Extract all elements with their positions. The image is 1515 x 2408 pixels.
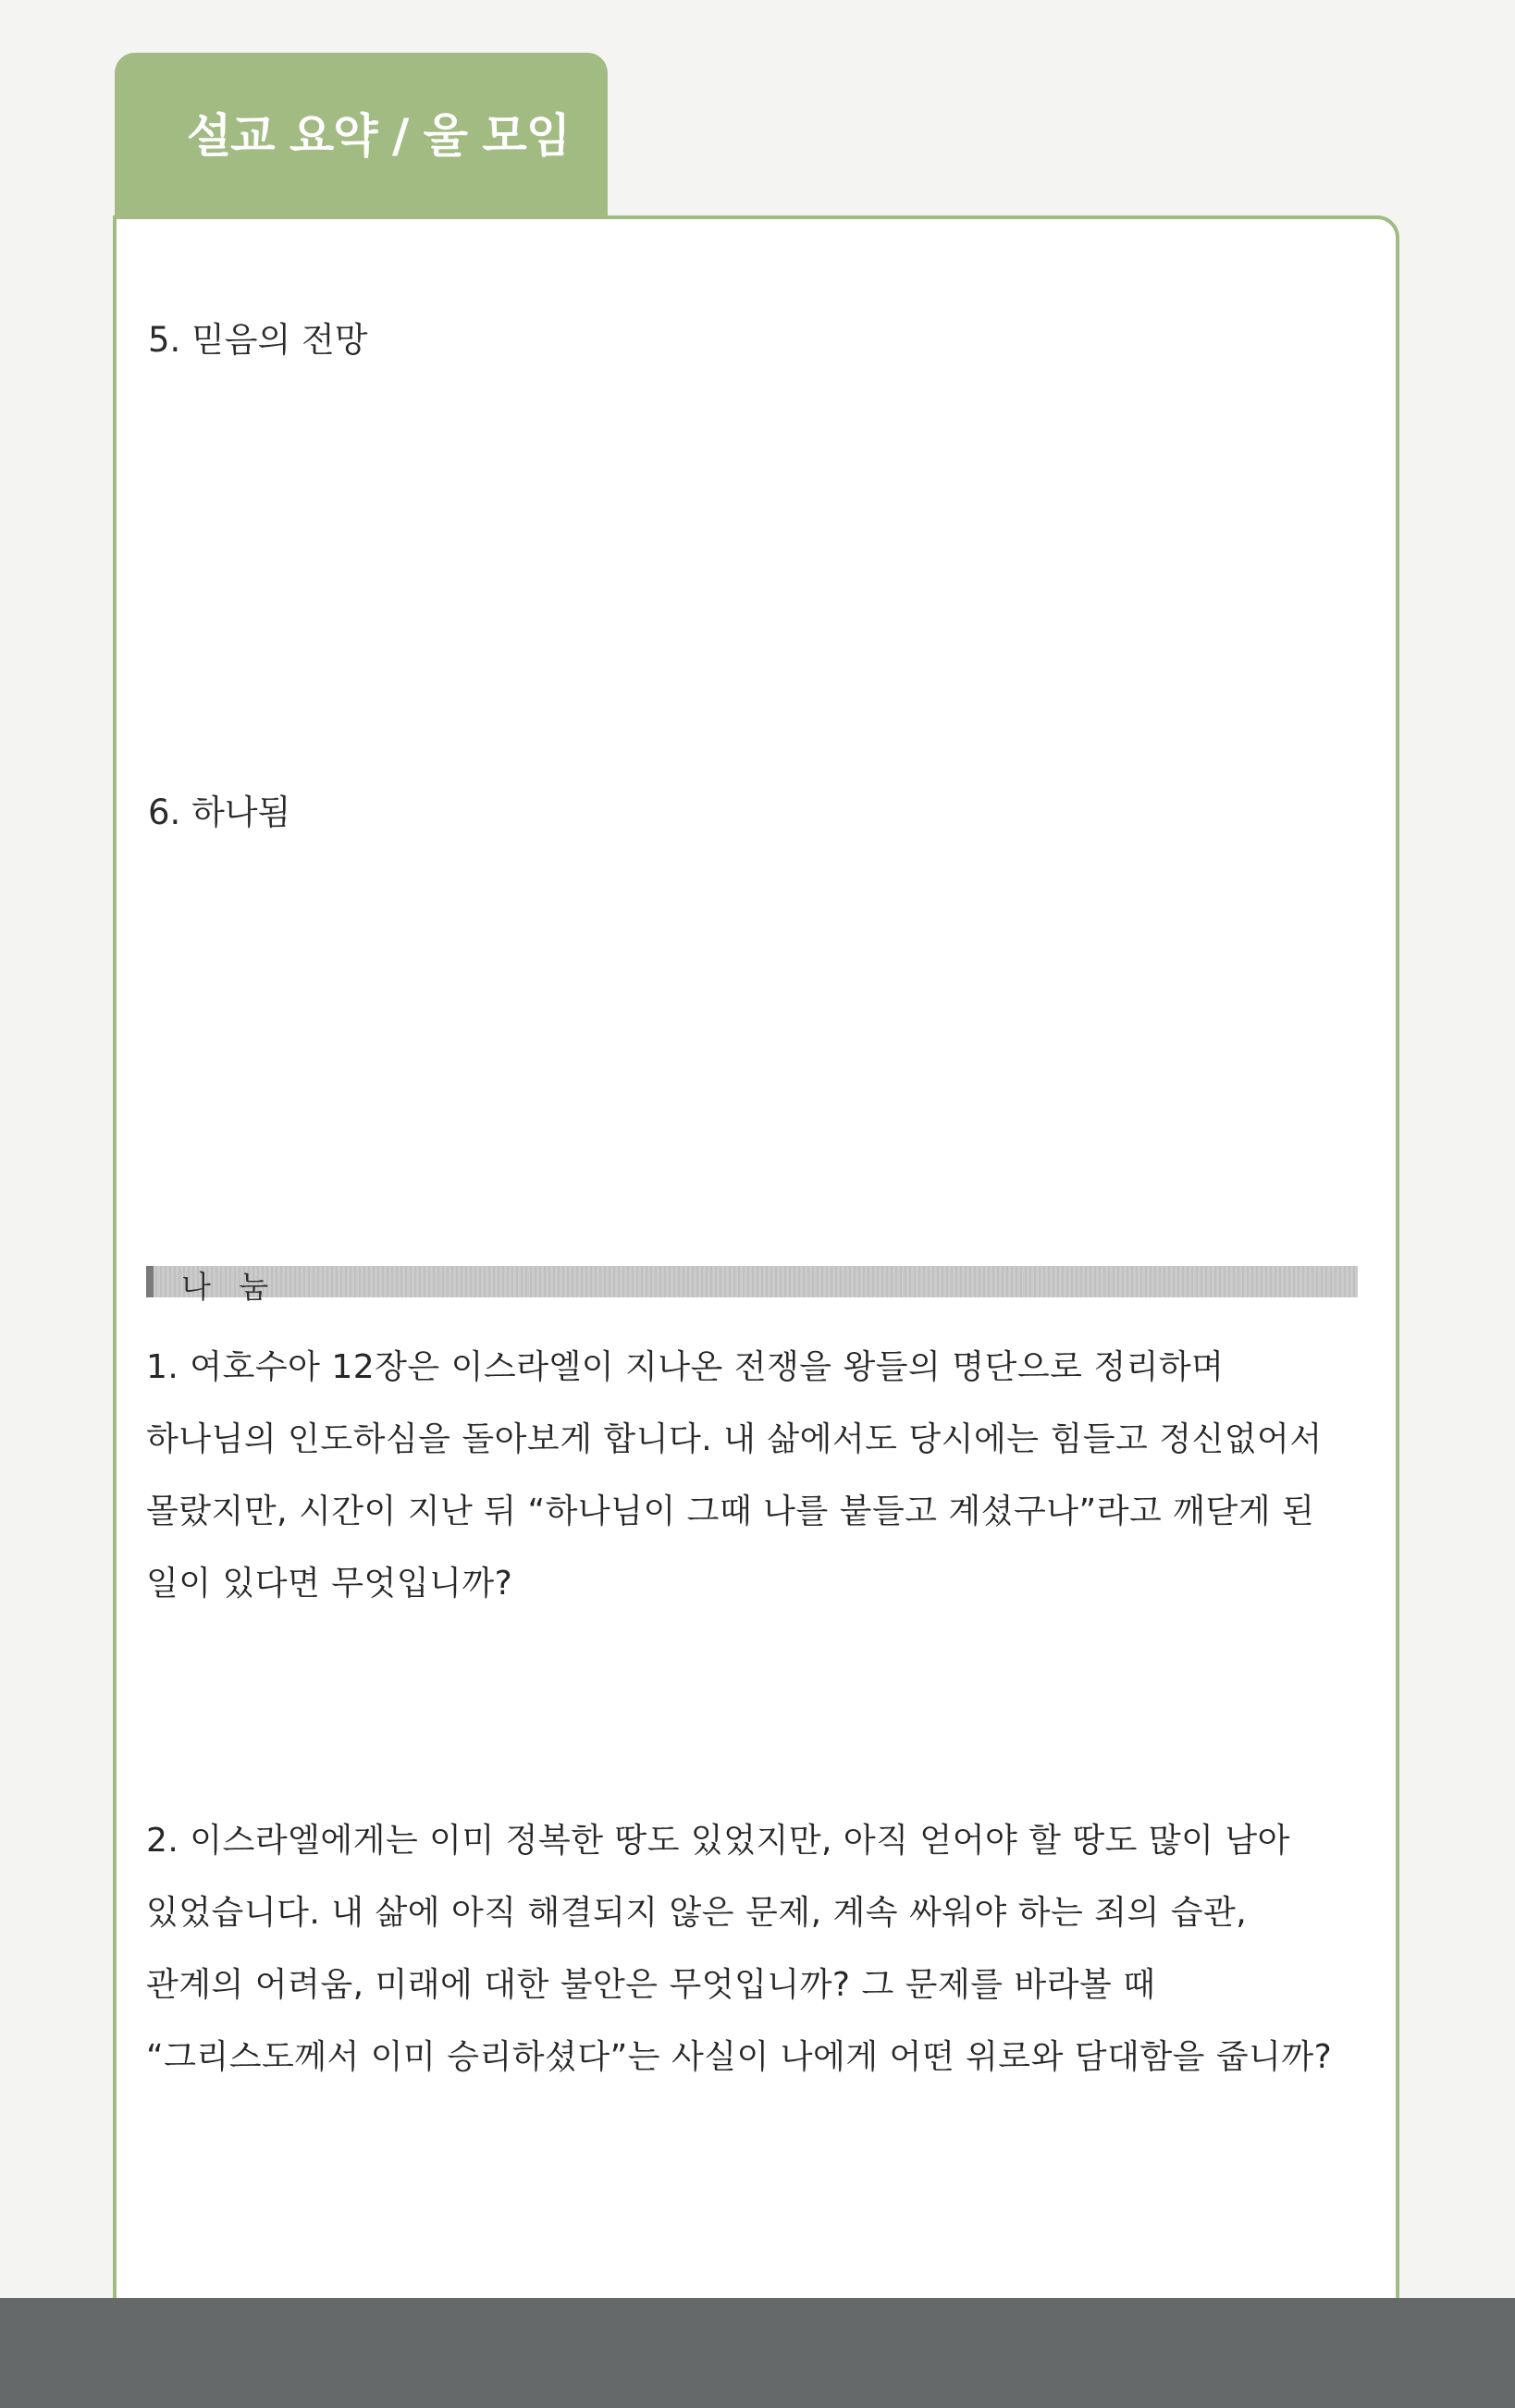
question-1-line-3: 몰랐지만, 시간이 지난 뒤 “하나님이 그때 나를 붙들고 계셨구나”라고 깨닫게 된 bbox=[146, 1493, 1315, 1530]
section-tab bbox=[115, 53, 608, 219]
section-bar-marker bbox=[146, 1266, 154, 1297]
section-title: 설교 요약 / 울 모임 bbox=[187, 109, 570, 163]
question-1-line-1: 1. 여호수아 12장은 이스라엘이 지나온 전쟁을 왕들의 명단으로 정리하며 bbox=[146, 1348, 1225, 1386]
question-2-line-1: 2. 이스라엘에게는 이미 정복한 땅도 있었지만, 아직 얻어야 할 땅도 많이 남아 bbox=[146, 1822, 1290, 1860]
summary-item-oneness: 6. 하나됨 bbox=[148, 792, 291, 832]
sharing-section-title: 나 눔 bbox=[181, 1269, 278, 1305]
sharing-section-bar bbox=[146, 1266, 1358, 1305]
sharing-question-2 bbox=[146, 1805, 1349, 2094]
question-1-line-4: 일이 있다면 무엇입니까? bbox=[146, 1565, 513, 1603]
summary-item-faith-outlook: 5. 믿음의 전망 bbox=[148, 320, 368, 360]
sharing-question-1 bbox=[146, 1332, 1349, 1620]
question-2-line-3: 관계의 어려움, 미래에 대한 불안은 무엇입니까? 그 문제를 바라볼 때 bbox=[146, 1966, 1156, 2004]
footer-band bbox=[0, 2298, 1515, 2408]
question-1-line-2: 하나님의 인도하심을 돌아보게 합니다. 내 삶에서도 당시에는 힘들고 정신없어서 bbox=[146, 1420, 1323, 1458]
question-2-line-4: “그리스도께서 이미 승리하셨다”는 사실이 나에게 어떤 위로와 담대함을 줍니까? bbox=[146, 2038, 1333, 2076]
question-2-line-2: 있었습니다. 내 삶에 아직 해결되지 않은 문제, 계속 싸워야 하는 죄의 습관, bbox=[146, 1894, 1248, 1932]
